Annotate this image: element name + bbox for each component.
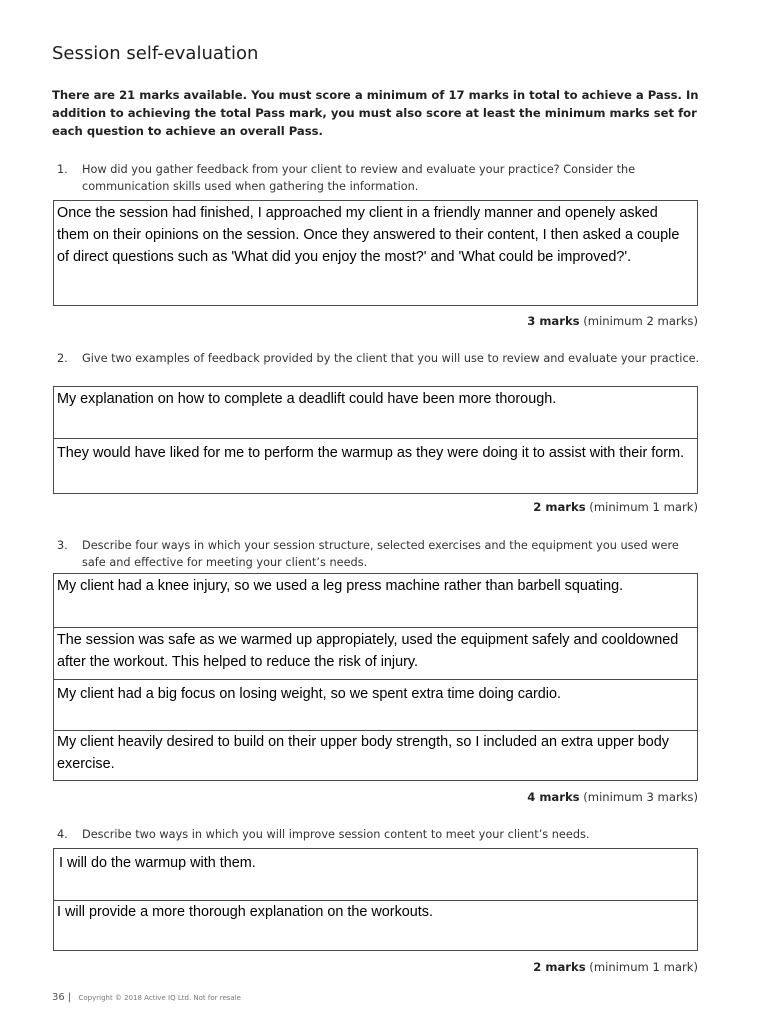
marks-minimum: (minimum 2 marks) — [583, 314, 698, 328]
page-footer — [52, 992, 241, 1003]
answer-field[interactable]: Once the session had finished, I approached my client in a friendly manner and openely asked them on their opinions on the session. Once they answered to their content, I then asked a couple of direct questions such as 'What did you enjoy the most?' and 'What could be improved?'. — [57, 205, 680, 265]
question-number: 2. — [57, 352, 68, 365]
answer-field[interactable]: I will do the warmup with them. — [59, 855, 256, 871]
question-3 — [57, 537, 702, 571]
question-text: Describe two ways in which you will improve session content to meet your client’s needs. — [82, 828, 590, 841]
question-text: Give two examples of feedback provided by the client that you will use to review and evaluate your practice. — [82, 352, 700, 365]
answer-field[interactable]: My explanation on how to complete a deadlift could have been more thorough. — [57, 391, 557, 407]
page-title: Session self-evaluation — [52, 43, 259, 64]
question-text: Describe four ways in which your session structure, selected exercises and the equipment you used were safe and effective for meeting your client’s needs. — [82, 539, 679, 569]
answer-box-4 — [53, 848, 698, 951]
answer-box-1 — [53, 200, 698, 306]
marks-value: 3 marks — [527, 314, 580, 328]
answer-field[interactable]: They would have liked for me to perform the warmup as they were doing it to assist with their form. — [54, 438, 697, 493]
question-1 — [57, 161, 702, 195]
marks-minimum: (minimum 3 marks) — [583, 790, 698, 804]
answer-box-3 — [53, 573, 698, 781]
question-4 — [57, 826, 702, 843]
marks-1 — [527, 314, 698, 328]
answer-field[interactable]: The session was safe as we warmed up appropiately, used the equipment safely and cooldowned after the workout. This helped to reduce the risk of injury. — [54, 627, 697, 679]
question-number: 3. — [57, 539, 68, 552]
answer-field[interactable]: My client had a knee injury, so we used a leg press machine rather than barbell squating. — [57, 578, 624, 594]
page-number: 36 — [52, 992, 65, 1003]
question-number: 4. — [57, 828, 68, 841]
marks-minimum: (minimum 1 mark) — [589, 960, 698, 974]
copyright-notice: Copyright © 2018 Active IQ Ltd. Not for resale — [78, 994, 241, 1002]
marks-value: 2 marks — [533, 500, 586, 514]
marks-value: 4 marks — [527, 790, 580, 804]
question-2 — [57, 350, 702, 367]
marks-value: 2 marks — [533, 960, 586, 974]
answer-box-2 — [53, 386, 698, 494]
instructions: There are 21 marks available. You must score a minimum of 17 marks in total to achieve a Pass. In addition to achieving the total Pass mark, you must also score at least the minimum marks set for each question to achieve an overall Pass. — [52, 88, 699, 138]
question-text: How did you gather feedback from your client to review and evaluate your practice? Consider the communication skills used when gathering the information. — [82, 163, 636, 193]
footer-separator: | — [67, 992, 72, 1003]
marks-minimum: (minimum 1 mark) — [589, 500, 698, 514]
answer-field[interactable]: My client had a big focus on losing weight, so we spent extra time doing cardio. — [54, 679, 697, 730]
marks-3 — [527, 790, 698, 804]
question-number: 1. — [57, 163, 68, 176]
answer-field[interactable]: My client heavily desired to build on their upper body strength, so I included an extra upper body exercise. — [54, 730, 697, 780]
marks-4 — [533, 960, 698, 974]
answer-field[interactable]: I will provide a more thorough explanation on the workouts. — [54, 900, 697, 950]
marks-2 — [533, 500, 698, 514]
